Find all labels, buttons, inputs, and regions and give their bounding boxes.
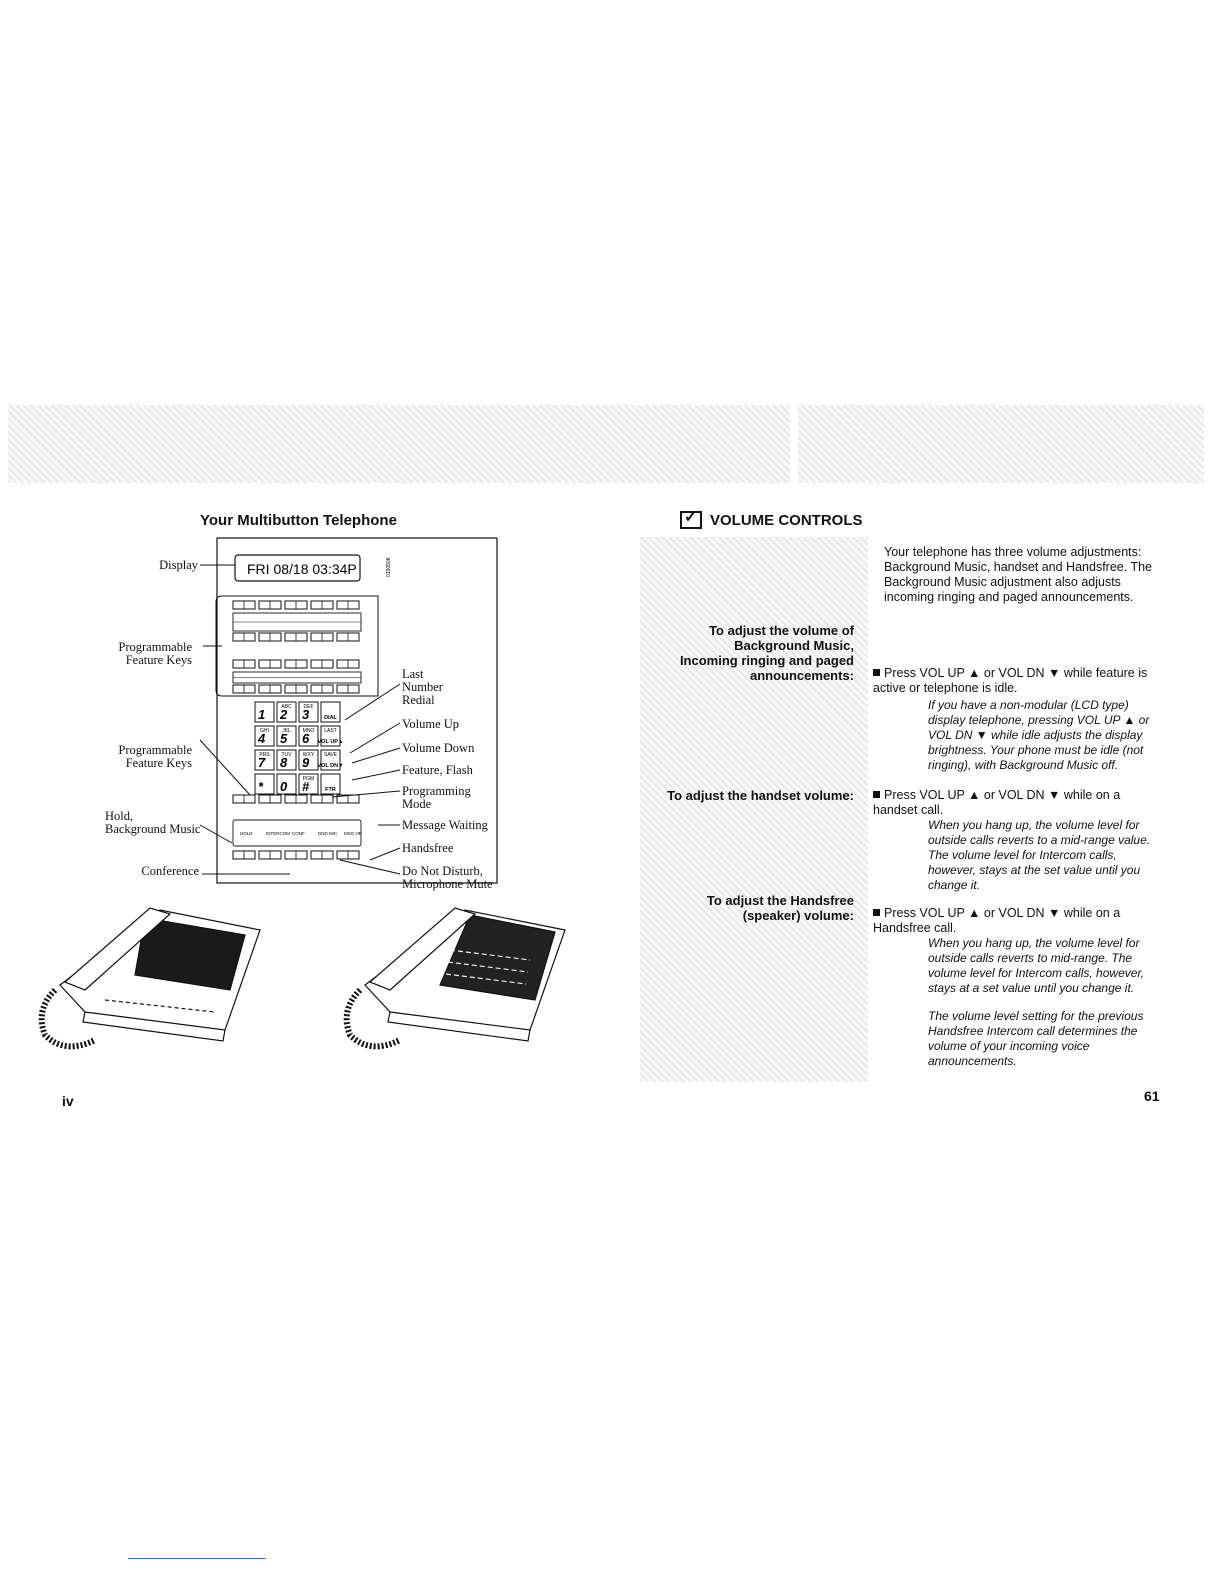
callout-conference: Conference	[141, 864, 199, 878]
feature-key	[285, 685, 307, 693]
function-label: DND MIC	[318, 831, 338, 836]
keypad-key	[318, 726, 344, 746]
function-key	[285, 851, 307, 859]
keypad-key	[277, 750, 296, 770]
feature-key	[285, 660, 307, 668]
section-label-handset: To adjust the handset volume:	[667, 788, 854, 803]
svg-text:JKL: JKL	[282, 728, 291, 734]
svg-text:GHI: GHI	[260, 728, 269, 734]
function-key	[285, 795, 307, 803]
svg-text:DEF: DEF	[303, 704, 314, 710]
feature-key	[337, 601, 359, 609]
lcd-display-text: FRI 08/18 03:34P	[247, 561, 357, 577]
callout-programmable-mid: Programmable Feature Keys	[118, 743, 192, 770]
keypad-key	[255, 726, 274, 746]
keypad-key	[299, 774, 318, 794]
svg-text:*: *	[258, 779, 264, 794]
svg-text:WXY: WXY	[302, 752, 315, 758]
function-label: CONF	[292, 831, 305, 836]
callout-handsfree: Handsfree	[402, 841, 454, 855]
note-background-music: If you have a non-modular (LCD type) display telephone, pressing VOL UP ▲ or VOL DN ▼ while idle adjusts the display brightness. Your phone must be idle (not ringing), with Background Music off.	[928, 698, 1150, 772]
sidebar-shaded-column	[640, 537, 868, 1082]
note-handsfree-2: The volume level setting for the previous Handsfree Intercom call determines the volume of your incoming voice announcements.	[928, 1009, 1144, 1068]
callout-hold: Hold, Background Music	[105, 809, 201, 836]
programmable-feature-keys	[233, 601, 361, 693]
svg-text:0: 0	[280, 779, 288, 794]
svg-text:VOL DN▼: VOL DN▼	[317, 763, 344, 769]
section-label-background-music: To adjust the volume of Background Music, Incoming ringing and paged announcements:	[679, 623, 854, 683]
instruction-handsfree: Press VOL UP ▲ or VOL DN ▼ while on a Handsfree call.	[873, 906, 1121, 935]
note-handsfree-1: When you hang up, the volume level for outside calls reverts to mid-range. The volume level for Intercom calls, however, stays at a set value until you change it.	[928, 936, 1145, 995]
callout-programmable-top: Programmable Feature Keys	[118, 640, 192, 667]
function-key-row	[233, 795, 362, 859]
keypad-key	[277, 702, 296, 722]
svg-text:TUV: TUV	[281, 752, 292, 758]
section-label-handsfree: To adjust the Handsfree (speaker) volume:	[706, 893, 854, 923]
callout-volume-down: Volume Down	[402, 741, 475, 755]
function-key	[233, 851, 255, 859]
svg-text:015050K: 015050K	[386, 556, 392, 577]
function-label: INTERCOM	[266, 831, 290, 836]
svg-text:2: 2	[280, 707, 288, 722]
function-key	[233, 795, 255, 803]
instruction-handset: Press VOL UP ▲ or VOL DN ▼ while on a handset call.	[873, 788, 1121, 817]
feature-key	[285, 633, 307, 641]
feature-key	[233, 685, 255, 693]
feature-key	[285, 601, 307, 609]
left-page-title: Your Multibutton Telephone	[200, 512, 397, 529]
phone-illustration-standard	[25, 900, 265, 1060]
instruction-background-music: Press VOL UP ▲ or VOL DN ▼ while feature is active or telephone is idle.	[873, 666, 1148, 695]
keypad-key	[299, 726, 318, 746]
feature-key	[311, 633, 333, 641]
callout-feature-flash: Feature, Flash	[402, 763, 473, 777]
svg-text:4: 4	[258, 731, 266, 746]
svg-text:MNO: MNO	[302, 728, 315, 734]
feature-key	[311, 601, 333, 609]
feature-key	[259, 601, 281, 609]
svg-text:9: 9	[302, 755, 310, 770]
svg-text:PRS: PRS	[259, 752, 270, 758]
right-page-title-block	[680, 511, 863, 529]
svg-text:5: 5	[280, 731, 288, 746]
function-key	[337, 851, 359, 859]
keypad-key	[277, 726, 296, 746]
keypad-key	[299, 750, 318, 770]
function-key	[259, 851, 281, 859]
svg-text:8: 8	[280, 755, 288, 770]
svg-text:6: 6	[302, 731, 310, 746]
svg-text:7: 7	[258, 755, 266, 770]
svg-text:LAST: LAST	[324, 728, 337, 734]
svg-text:3: 3	[302, 707, 310, 722]
svg-text:FTR: FTR	[325, 787, 336, 793]
page-gutter	[790, 405, 798, 483]
function-label: HOLD	[240, 831, 253, 836]
callout-programming-mode: Programming Mode	[402, 784, 471, 811]
function-label: MSG HF	[344, 831, 362, 836]
feature-key	[259, 633, 281, 641]
callout-last-number-redial: Last Number Redial	[402, 667, 443, 707]
note-handset: When you hang up, the volume level for outside calls reverts to a mid-range value. The volume level for Intercom calls, however, stays at the set value until you change it.	[928, 818, 1151, 892]
svg-text:PGM: PGM	[302, 776, 315, 782]
feature-key	[337, 660, 359, 668]
feature-key	[233, 601, 255, 609]
keypad-key	[255, 702, 274, 722]
feature-key	[337, 685, 359, 693]
feature-key	[233, 633, 255, 641]
svg-text:#: #	[302, 779, 310, 794]
callout-message-waiting: Message Waiting	[402, 818, 488, 832]
bottom-rule	[128, 1558, 266, 1559]
svg-text:1: 1	[258, 707, 266, 722]
keypad-key	[299, 702, 318, 722]
callout-do-not-disturb: Do Not Disturb, Microphone Mute	[402, 864, 493, 891]
checkmark-icon: ✓	[680, 511, 702, 529]
callout-volume-up: Volume Up	[402, 717, 460, 731]
keypad-key	[277, 774, 296, 794]
right-page-number: 61	[1144, 1088, 1160, 1104]
top-halftone-band	[8, 405, 1204, 483]
feature-key	[311, 685, 333, 693]
phone-illustration-display	[330, 900, 570, 1060]
keypad-key	[255, 774, 274, 794]
intro-paragraph: Your telephone has three volume adjustments: Background Music, handset and Handsfree. The Background Music adjustment also adjusts incoming ringing and paged announcements.	[884, 545, 1152, 604]
feature-key	[259, 685, 281, 693]
svg-text:SAVE: SAVE	[324, 752, 337, 758]
svg-text:ABC: ABC	[281, 704, 292, 710]
keypad-key	[321, 702, 340, 722]
keypad-key	[255, 750, 274, 770]
feature-key	[259, 660, 281, 668]
left-page-number: iv	[62, 1093, 74, 1109]
dial-keypad	[255, 702, 344, 794]
svg-text:VOL UP▲: VOL UP▲	[317, 739, 344, 745]
function-key	[311, 795, 333, 803]
callout-display: Display	[159, 558, 198, 572]
right-page-title: VOLUME CONTROLS	[710, 511, 863, 529]
svg-text:DIAL: DIAL	[324, 715, 337, 721]
keypad-key	[317, 750, 343, 770]
function-key	[311, 851, 333, 859]
feature-key	[311, 660, 333, 668]
keypad-key	[321, 774, 340, 794]
function-key	[259, 795, 281, 803]
feature-key	[233, 660, 255, 668]
feature-key	[337, 633, 359, 641]
